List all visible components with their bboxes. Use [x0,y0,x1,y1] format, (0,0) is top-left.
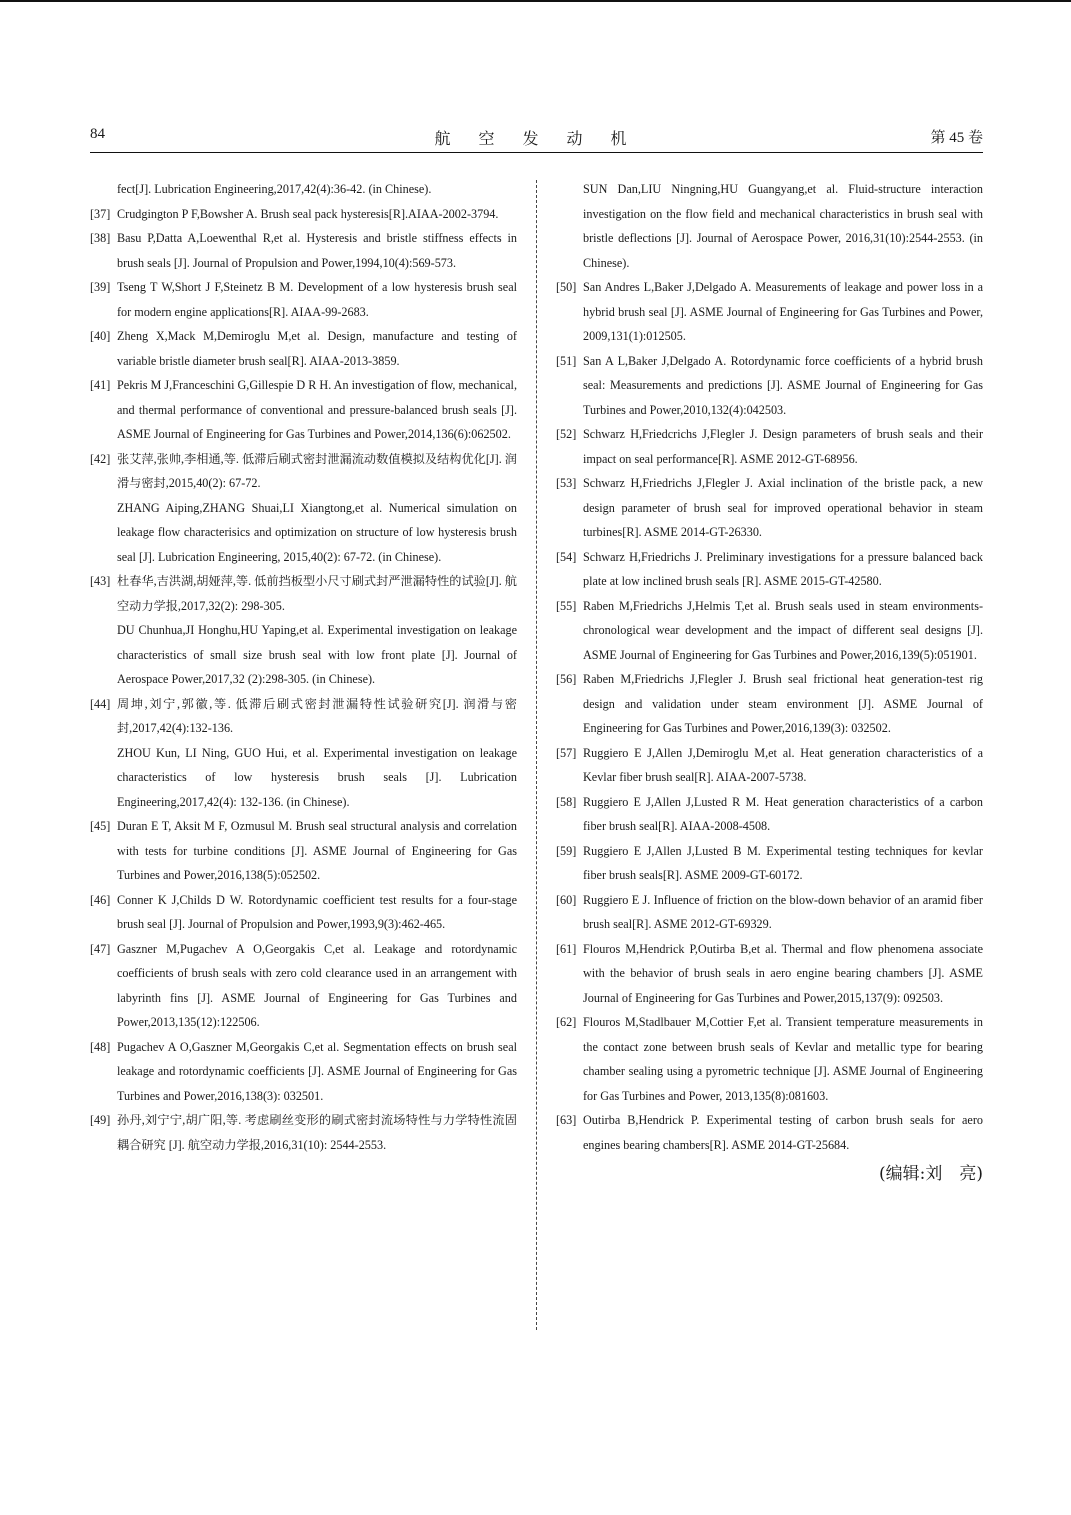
reference-number: [40] [90,329,111,343]
reference-text: Schwarz H,Friedrichs J,Flegler J. Axial inclination of the bristle pack, a new design parameter of brush seal for improved operational behavior in steam turbines[R]. ASME 2014-GT-26330. [583,476,983,539]
journal-title: 航 空 发 动 机 [434,131,639,148]
reference-text: Pekris M J,Franceschini G,Gillespie D R H. An investigation of flow, mechanical, and thermal performance of conventional and pressure-balanced brush seals [J]. ASME Journal of Engineering for Gas Turbines and Power,2014,136(6):062502. [117,378,517,441]
reference-number: [63] [556,1113,577,1127]
reference-continuation: fect[J]. Lubrication Engineering,2017,42(4):36-42. (in Chinese). [117,182,432,196]
reference-number: [61] [556,941,577,956]
page-header [90,126,983,152]
reference-number: [58] [556,794,577,809]
reference-item [556,422,983,471]
reference-number: [44] [90,696,111,711]
reference-number: [53] [556,476,577,490]
reference-text: San Andres L,Baker J,Delgado A. Measurements of leakage and power loss in a hybrid brush seal [J]. ASME Journal of Engineering for Gas Turbines and Power, 2009,131(1):012505. [583,280,983,343]
header-rule [90,152,983,153]
reference-item [556,594,983,668]
reference-number: [46] [90,892,111,907]
reference-item [556,275,983,349]
reference-number: [42] [90,451,111,466]
reference-number: [60] [556,892,577,907]
reference-text: Flouros M,Stadlbauer M,Cottier F,et al. Transient temperature measurements in the contact zone between brush seals of Kevlar and metallic type for bearing chamber sealing using a pyrometric technique [J]. ASME Journal of Engineering for Gas Turbines and Power, 2013,135(8):081603. [583,1015,983,1103]
reference-item [556,545,983,594]
reference-number: [52] [556,427,577,441]
reference-item [90,1035,517,1109]
reference-number: [50] [556,280,577,294]
reference-text: Raben M,Friedrichs J,Flegler J. Brush seal frictional heat generation-test rig design and validation under steam environment [J]. ASME Journal of Engineering for Gas Turbines and Power,2016,139(3): 032502. [583,672,983,735]
volume-label: 第 45 卷 [930,130,983,146]
reference-text: Ruggiero E J,Allen J,Lusted R M. Heat generation characteristics of a carbon fiber brush seal[R]. AIAA-2008-4508. [583,794,983,833]
reference-text: Ruggiero E J. Influence of friction on the blow-down behavior of an aramid fiber brush seal[R]. ASME 2012-GT-69329. [583,892,983,931]
reference-item [556,790,983,839]
reference-item [556,667,983,741]
right-column [556,177,983,1189]
reference-list-left [90,202,517,1158]
column-divider [536,180,537,1330]
reference-item [90,692,517,815]
reference-text: Pugachev A O,Gaszner M,Georgakis C,et al. Segmentation effects on brush seal leakage and rotordynamic coefficients [J]. ASME Journal of Engineering for Gas Turbines and Power,2016,138(3): 032501. [117,1039,517,1103]
reference-list-right [556,275,983,1157]
reference-number: [48] [90,1039,111,1054]
reference-text: Duran E T, Aksit M F, Ozmusul M. Brush seal structural analysis and correlation with tests for turbine conditions [J]. ASME Journal of Engineering for Gas Turbines and Power,2016,138(5):052502. [117,819,517,882]
reference-text: 杜春华,吉洪湖,胡娅萍,等. 低前挡板型小尺寸刷式封严泄漏特性的试验[J]. 航空动力学报,2017,32(2): 298-305. [117,574,517,613]
reference-text: Gaszner M,Pugachev A O,Georgakis C,et al. Leakage and rotordynamic coefficients of brush seals with zero cold clearance used in an arrangement with labyrinth fins [J]. ASME Journal of Engineering for Gas Turbines and Power,2013,135(12):122506. [117,941,517,1029]
reference-item [556,1108,983,1157]
top-border-line [0,0,1071,2]
reference-item [556,888,983,937]
reference-text: 孙丹,刘宁宁,胡广阳,等. 考虑刷丝变形的刷式密封流场特性与力学特性流固耦合研究 [J]. 航空动力学报,2016,31(10): 2544-2553. [117,1113,517,1152]
reference-number: [47] [90,941,111,956]
reference-text: Tseng T W,Short J F,Steinetz B M. Development of a low hysteresis brush seal for modern engine applications[R]. AIAA-99-2683. [117,280,517,319]
reference-number: [62] [556,1015,577,1029]
reference-item [556,741,983,790]
reference-number: [45] [90,819,111,833]
reference-text: Conner K J,Childs D W. Rotordynamic coefficient test results for a four-stage brush seal [J]. Journal of Propulsion and Power,1993,9(3):462-465. [117,892,517,931]
reference-continuation: SUN Dan,LIU Ningning,HU Guangyang,et al. Fluid-structure interaction investigation on the flow field and mechanical characteristics in brush seal with bristle deflections [J]. Journal of Aerospace Power, 2016,31(10):2544-2553. (in Chinese). [583,182,983,270]
reference-translation: ZHANG Aiping,ZHANG Shuai,LI Xiangtong,et al. Numerical simulation on leakage flow characterisics and optimization on structure of low hysteresis brush seal [J]. Lubrication Engineering, 2015,40(2): 67-72. (in Chinese). [117,500,517,564]
page-number: 84 [90,126,105,142]
reference-item [90,937,517,1035]
reference-item [556,471,983,545]
reference-item [90,202,517,227]
reference-number: [55] [556,598,577,613]
reference-number: [43] [90,574,111,588]
reference-item [90,226,517,275]
reference-number: [54] [556,549,577,564]
reference-text: 张艾萍,张帅,李相通,等. 低滞后刷式密封泄漏流动数值模拟及结构优化[J]. 润滑与密封,2015,40(2): 67-72. [117,451,517,490]
reference-item [556,839,983,888]
reference-text: Raben M,Friedrichs J,Helmis T,et al. Brush seals used in steam environments-chronological wear development and the impact of different seal designs [J]. ASME Journal of Engineering for Gas Turbines and Power,2016,139(5):051901. [583,598,983,662]
reference-number: [41] [90,378,111,392]
reference-item [90,447,517,570]
reference-item [90,888,517,937]
reference-number: [51] [556,353,577,368]
reference-item [556,349,983,423]
reference-text: Ruggiero E J,Allen J,Demiroglu M,et al. Heat generation characteristics of a Kevlar fiber brush seal[R]. AIAA-2007-5738. [583,745,983,784]
reference-item [90,569,517,692]
reference-text: San A L,Baker J,Delgado A. Rotordynamic force coefficients of a hybrid brush seal: Measurements and predictions [J]. ASME Journal of Engineering for Gas Turbines and Power,2010,132(4):042503. [583,353,983,417]
editor-credit: (编辑:刘 亮) [879,1164,983,1184]
reference-text: Basu P,Datta A,Loewenthal R,et al. Hysteresis and bristle stiffness effects in brush seals [J]. Journal of Propulsion and Power,1994,10(4):569-573. [117,231,517,270]
reference-item [90,324,517,373]
reference-item [90,275,517,324]
reference-text: Flouros M,Hendrick P,Outirba B,et al. Thermal and flow phenomena associate with the behavior of brush seals in aero engine bearing chambers [J]. ASME Journal of Engineering for Gas Turbines and Power,2015,137(9): 092503. [583,941,983,1005]
reference-text: Ruggiero E J,Allen J,Lusted B M. Experimental testing techniques for kevlar fiber brush seals[R]. ASME 2009-GT-60172. [583,843,983,882]
reference-number: [39] [90,280,111,294]
reference-item [90,1108,517,1157]
reference-translation: DU Chunhua,JI Honghu,HU Yaping,et al. Experimental investigation on leakage characteristics of small size brush seal with low front plate [J]. Journal of Aerospace Power,2017,32 (2):298-305. (in Chinese). [117,623,517,686]
reference-number: [49] [90,1113,111,1127]
reference-item [90,814,517,888]
reference-number: [37] [90,206,111,221]
reference-text: Schwarz H,Friedrichs J. Preliminary investigations for a pressure balanced back plate at low inclined brush seals [R]. ASME 2015-GT-42580. [583,549,983,588]
reference-number: [57] [556,745,577,760]
reference-number: [56] [556,672,577,686]
reference-item [556,937,983,1011]
reference-translation: ZHOU Kun, LI Ning, GUO Hui, et al. Experimental investigation on leakage characteristics of low hysteresis brush seals [J]. Lubrication Engineering,2017,42(4): 132-136. (in Chinese). [117,745,517,809]
reference-number: [38] [90,231,111,245]
reference-text: Outirba B,Hendrick P. Experimental testing of carbon brush seals for aero engines bearing chambers[R]. ASME 2014-GT-25684. [583,1113,983,1152]
reference-number: [59] [556,843,577,858]
reference-text: Crudgington P F,Bowsher A. Brush seal pack hysteresis[R].AIAA-2002-3794. [117,206,499,221]
reference-text: Schwarz H,Friedcrichs J,Flegler J. Design parameters of brush seals and their impact on seal performance[R]. ASME 2012-GT-68956. [583,427,983,466]
left-column [90,177,517,1157]
reference-text: Zheng X,Mack M,Demiroglu M,et al. Design, manufacture and testing of variable bristle diameter brush seal[R]. AIAA-2013-3859. [117,329,517,368]
reference-item [556,1010,983,1108]
reference-item [90,373,517,447]
reference-text: 周坤,刘宁,郭徽,等. 低滞后刷式密封泄漏特性试验研究[J]. 润滑与密封,2017,42(4):132-136. [117,696,517,735]
